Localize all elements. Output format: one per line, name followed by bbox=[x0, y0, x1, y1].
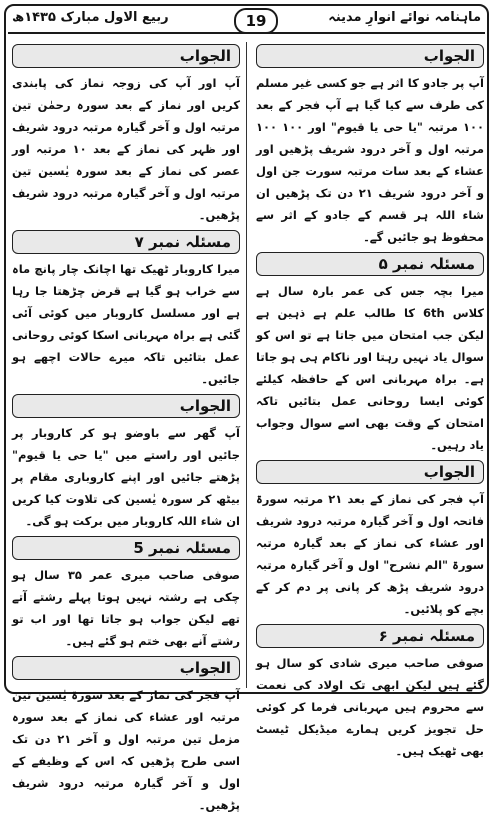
section-heading: الجواب bbox=[256, 44, 484, 68]
section-heading: مسئلہ نمبر ۷ bbox=[12, 230, 240, 254]
section-heading: الجواب bbox=[256, 460, 484, 484]
issue-date: ربیع الاول مبارک ۱۴۳۵ھ bbox=[12, 10, 169, 25]
right-column bbox=[256, 40, 484, 764]
body-paragraph: میرا کاروبار ٹھیک تھا اچانک چار پانچ ماہ سے خراب ہو گیا ہے قرض چڑھتا جا رہا ہے اور مسلسل کاروبار میں کوئی آئی گئی ہے براہ مہربانی اسکا کوئی روحانی عمل بتائیں تاکہ میرے حالات اچھے ہو جائیں۔ bbox=[12, 262, 240, 386]
section-heading: الجواب bbox=[12, 394, 240, 418]
page-header bbox=[8, 8, 485, 32]
section-heading: مسئلہ نمبر 5 bbox=[12, 536, 240, 560]
body-paragraph: آپ فجر کی نماز کے بعد ۲۱ مرتبہ سورۃ فاتحہ اول و آخر گیارہ مرتبہ درود شریف اور عشاء کی نماز کے بعد گیارہ مرتبہ سورۃ "الم نشرح" اول و آخر گیارہ مرتبہ درود شریف پڑھ کر پانی پر دم کر کے بچے کو پلائیں۔ bbox=[256, 492, 484, 616]
body-paragraph: میرا بچہ جس کی عمر بارہ سال ہے کلاس 6th کا طالب علم ہے ذہین ہے لیکن جب امتحان میں جاتا ہے تو اس کو سوال یاد نہیں رہتا اور ناکام ہی ہو جاتا ہے۔ براہ مہربانی اس کے حافظہ کیلئے کوئی ایسا روحانی عمل بتائیں تاکہ امتحان کے وقت بھی اسے سوال وجواب یاد رہیں۔ bbox=[256, 284, 484, 452]
left-column bbox=[12, 40, 240, 818]
section-heading: الجواب bbox=[12, 44, 240, 68]
page-number: 19 bbox=[234, 8, 278, 34]
body-paragraph: آپ پر جادو کا اثر ہے جو کسی غیر مسلم کی طرف سے کیا گیا ہے آپ فجر کے بعد ۱۰۰ مرتبہ "یا حی یا قیوم" اور ۱۰۰ ۱۰۰ مرتبہ اول و آخر درود شریف پڑھیں اور عشاء کے بعد سات مرتبہ سورت جن اول و آخر درود شریف ۲۱ دن تک پڑھیں ان شاء اللہ ہر قسم کے جادو کے اثر سے محفوظ ہو جائیں گے۔ bbox=[256, 76, 484, 244]
body-paragraph: آپ اور آپ کی زوجہ نماز کی پابندی کریں اور نماز کے بعد سورہ رحمٰن تین مرتبہ اول و آخر گیارہ مرتبہ درود شریف اور ظہر کی نماز کے بعد ۱۰ مرتبہ اور عصر کی نماز کے بعد سورہ یٰسین تین مرتبہ اول و آخر گیارہ مرتبہ درود شریف پڑھیں۔ bbox=[12, 76, 240, 222]
column-divider bbox=[246, 42, 247, 688]
section-heading: الجواب bbox=[12, 656, 240, 680]
magazine-title: ماہنامہ نوائے انوارِ مدینہ bbox=[328, 10, 481, 25]
body-paragraph: آپ گھر سے باوضو ہو کر کاروبار پر جائیں اور راستے میں "یا حی یا قیوم" پڑھتے جائیں اور اپنے کاروباری مقام پر بیٹھ کر سورہ یٰسین کی تلاوت کیا کریں ان شاء اللہ کاروبار میں برکت ہو گی۔ bbox=[12, 426, 240, 528]
body-paragraph: صوفی صاحب میری عمر ۳۵ سال ہو چکی ہے رشتہ نہیں ہوتا پہلے رشتے آتے تھے لیکن جواب ہو جاتا تھا اور اب تو رشتے آنے بھی ختم ہو گئے ہیں۔ bbox=[12, 568, 241, 648]
section-heading: مسئلہ نمبر ۶ bbox=[256, 624, 484, 648]
header-divider bbox=[8, 32, 485, 34]
section-heading: مسئلہ نمبر ۵ bbox=[256, 252, 484, 276]
body-paragraph: آپ فجر کی نماز کے بعد سورۃ یٰسین تین مرتبہ اور عشاء کی نماز کے بعد سورہ مزمل تین مرتبہ اول و آخر ۲۱ دن تک اسی طرح پڑھیں کہ اس کے وظیفے کے اول و آخر گیارہ مرتبہ درود شریف پڑھیں۔ bbox=[12, 688, 240, 812]
body-paragraph: صوفی صاحب میری شادی کو سال ہو گئے ہیں لیکن ابھی تک اولاد کی نعمت سے محروم ہیں مہربانی فرما کر کوئی حل تجویز کریں ہمارے میڈیکل ٹیسٹ بھی ٹھیک ہیں۔ bbox=[256, 656, 484, 758]
